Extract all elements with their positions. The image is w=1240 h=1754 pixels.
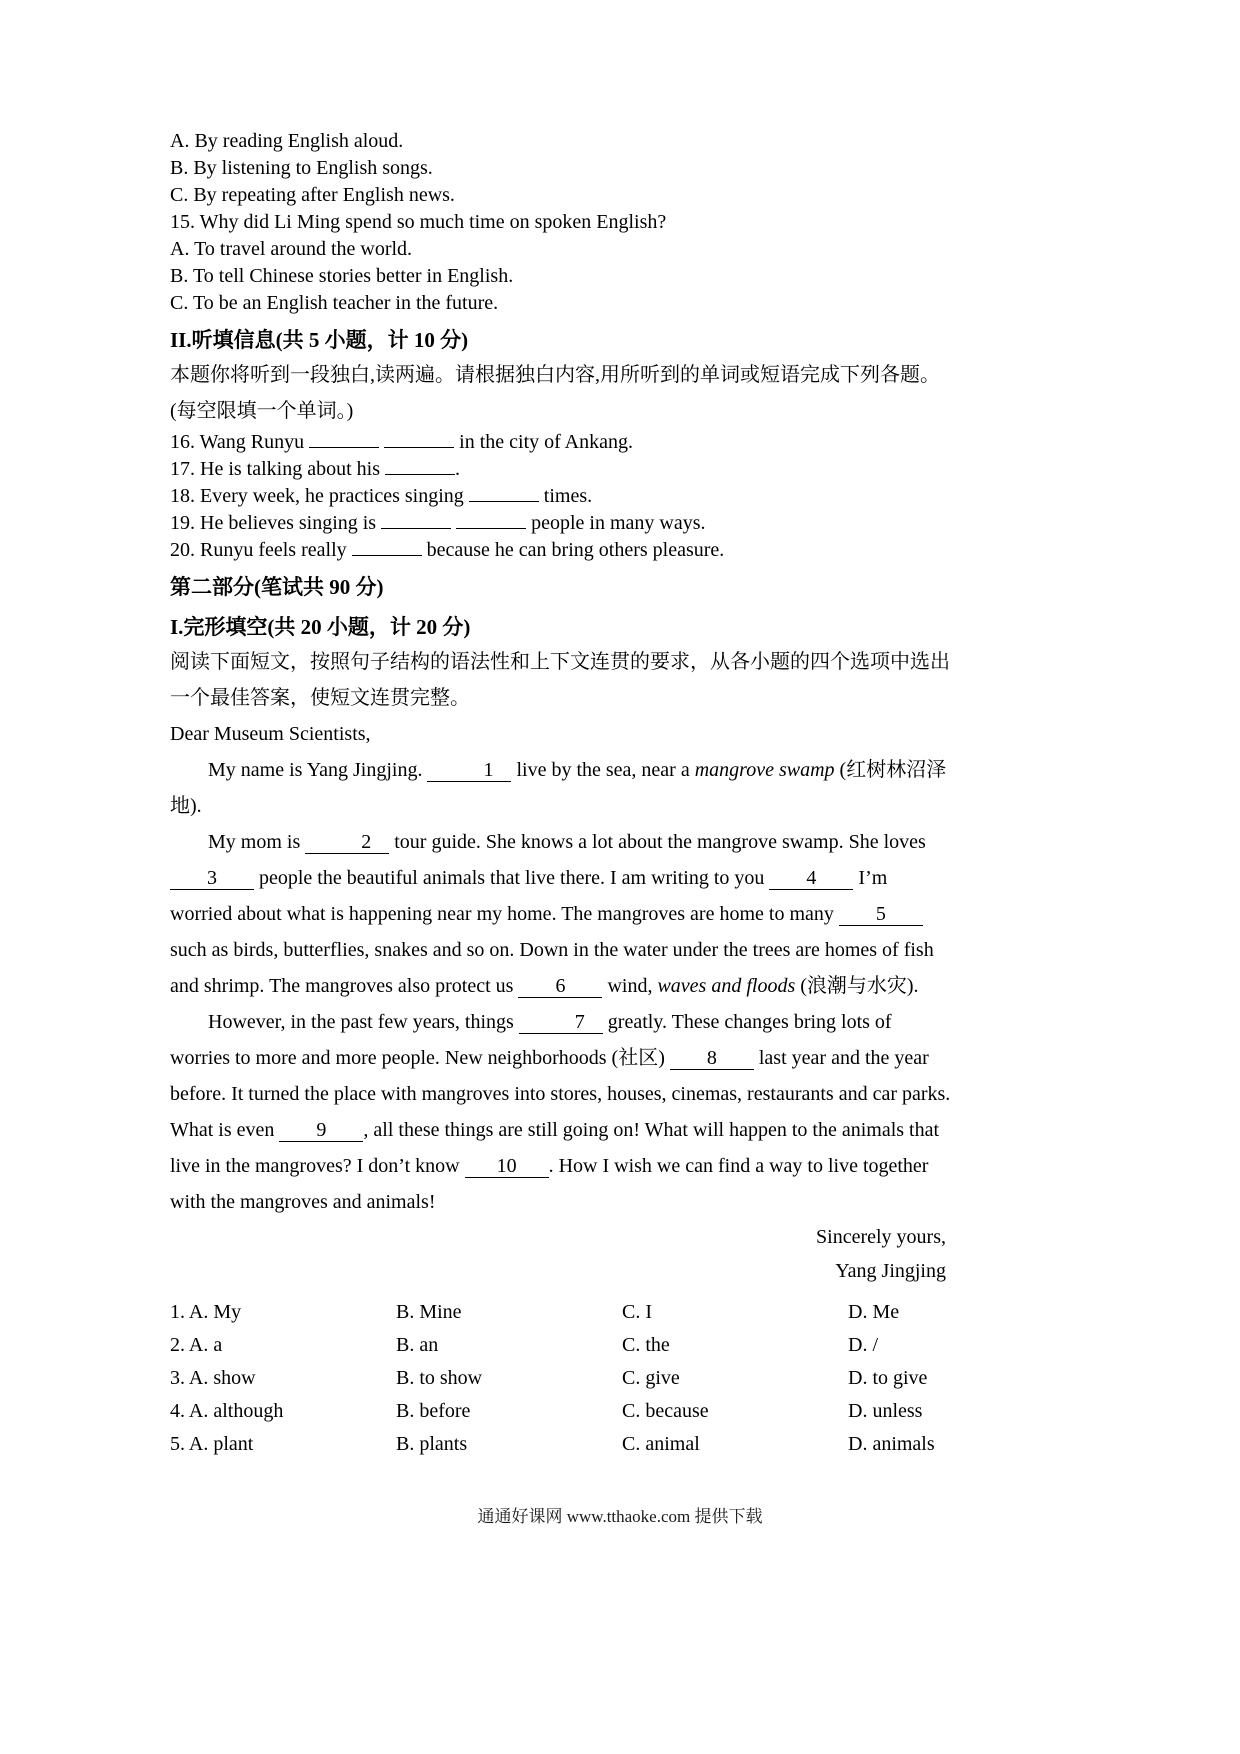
passage-line: 3 people the beautiful animals that live there. I am writing to you 4 I’m bbox=[170, 860, 1076, 896]
cloze-option-q5: C. animal bbox=[622, 1433, 700, 1455]
listening-choice-line: B. By listening to English songs. bbox=[170, 157, 433, 179]
cloze-option-q3: D. to give bbox=[848, 1367, 928, 1389]
answer-blank bbox=[309, 443, 379, 448]
cloze-blank-9: 9 bbox=[279, 1120, 363, 1142]
cloze-option-q1: 1. A. My bbox=[170, 1301, 242, 1323]
cloze-blank-4: 4 bbox=[769, 868, 853, 890]
cloze-option-q2: B. an bbox=[396, 1334, 439, 1356]
cloze-option-q5: 5. A. plant bbox=[170, 1433, 254, 1455]
passage-line: with the mangroves and animals! bbox=[170, 1191, 436, 1213]
instruction-line: 本题你将听到一段独白,读两遍。请根据独白内容,用所听到的单词或短语完成下列各题。 bbox=[170, 364, 940, 386]
cloze-blank-1: 1 bbox=[427, 760, 511, 782]
fill-question-line: 20. Runyu feels really because he can bring others pleasure. bbox=[170, 539, 725, 561]
answer-blank bbox=[352, 551, 422, 556]
cloze-blank-6: 6 bbox=[518, 976, 602, 998]
listening-choice-line: C. To be an English teacher in the future. bbox=[170, 292, 499, 314]
passage-line: and shrimp. The mangroves also protect us 6 wind, waves and floods (浪潮与水灾). bbox=[170, 975, 919, 997]
instruction-line: 一个最佳答案，使短文连贯完整。 bbox=[170, 687, 470, 709]
cloze-blank-7: 7 bbox=[519, 1012, 603, 1034]
passage-line: worried about what is happening near my home. The mangroves are home to many 5 bbox=[170, 896, 1076, 932]
cloze-heading: I.完形填空(共 20 小题，计 20 分) bbox=[170, 615, 471, 639]
cloze-option-q3: C. give bbox=[622, 1367, 680, 1389]
passage-line: before. It turned the place with mangroves into stores, houses, cinemas, restaurants and car parks. bbox=[170, 1083, 951, 1105]
cloze-blank-5: 5 bbox=[839, 904, 923, 926]
fill-question-line: 18. Every week, he practices singing times. bbox=[170, 485, 593, 507]
answer-blank bbox=[385, 470, 455, 475]
listening-choice-line: A. To travel around the world. bbox=[170, 238, 413, 260]
listening-fill-heading: II.听填信息(共 5 小题，计 10 分) bbox=[170, 328, 469, 352]
cloze-option-q5: B. plants bbox=[396, 1433, 468, 1455]
passage-line: worries to more and more people. New neighborhoods (社区) 8 last year and the year bbox=[170, 1047, 929, 1069]
answer-blank bbox=[469, 497, 539, 502]
instruction-line: (每空限填一个单词。) bbox=[170, 400, 354, 422]
fill-question-line: 17. He is talking about his . bbox=[170, 458, 460, 480]
cloze-option-q2: 2. A. a bbox=[170, 1334, 223, 1356]
cloze-option-q2: D. / bbox=[848, 1334, 878, 1356]
cloze-instructions bbox=[170, 644, 1076, 716]
listening-choice-line: B. To tell Chinese stories better in English. bbox=[170, 265, 514, 287]
cloze-option-q2: C. the bbox=[622, 1334, 670, 1356]
cloze-option-q4: 4. A. although bbox=[170, 1400, 284, 1422]
listening-choice-line: C. By repeating after English news. bbox=[170, 184, 455, 206]
cloze-blank-8: 8 bbox=[670, 1048, 754, 1070]
page-footer: 通通好课网 www.tthaoke.com 提供下载 bbox=[477, 1507, 763, 1526]
listening-choice-block bbox=[170, 128, 1076, 317]
passage-line: What is even 9 , all these things are still going on! What will happen to the animals that bbox=[170, 1119, 940, 1141]
listening-choice-line: A. By reading English aloud. bbox=[170, 130, 404, 152]
cloze-blank-2: 2 bbox=[305, 832, 389, 854]
cloze-option-q3: 3. A. show bbox=[170, 1367, 256, 1389]
cloze-option-q5: D. animals bbox=[848, 1433, 935, 1455]
listening-choice-line: 15. Why did Li Ming spend so much time on spoken English? bbox=[170, 211, 667, 233]
cloze-blank-3: 3 bbox=[170, 868, 254, 890]
closing-line: Yang Jingjing bbox=[835, 1260, 946, 1282]
page-content bbox=[170, 128, 1076, 1461]
italic-phrase: mangrove swamp bbox=[694, 759, 835, 781]
listening-fill-instructions bbox=[170, 357, 1076, 429]
answer-blank bbox=[456, 524, 526, 529]
italic-phrase: waves and floods bbox=[657, 975, 796, 997]
cloze-option-q3: B. to show bbox=[396, 1367, 483, 1389]
answer-blank bbox=[384, 443, 454, 448]
closing-line: Sincerely yours, bbox=[816, 1226, 946, 1248]
answer-blank bbox=[381, 524, 451, 529]
passage-line: 地). bbox=[170, 795, 202, 817]
part2-heading: 第二部分(笔试共 90 分) bbox=[170, 575, 384, 599]
instruction-line: 阅读下面短文，按照句子结构的语法性和上下文连贯的要求，从各小题的四个选项中选出 bbox=[170, 651, 950, 673]
passage-line: However, in the past few years, things 7 greatly. These changes bring lots of bbox=[208, 1011, 892, 1033]
cloze-option-q1: B. Mine bbox=[396, 1301, 462, 1323]
passage-line: My mom is 2 tour guide. She knows a lot about the mangrove swamp. She loves bbox=[208, 831, 926, 853]
cloze-blank-10: 10 bbox=[465, 1156, 549, 1178]
fill-question-line: 16. Wang Runyu in the city of Ankang. bbox=[170, 431, 633, 453]
passage-line: Dear Museum Scientists, bbox=[170, 723, 371, 745]
cloze-option-q4: D. unless bbox=[848, 1400, 923, 1422]
cloze-option-q4: C. because bbox=[622, 1400, 709, 1422]
cloze-option-q1: C. I bbox=[622, 1301, 652, 1323]
passage-line: My name is Yang Jingjing. 1 live by the sea, near a mangrove swamp (红树林沼泽 bbox=[208, 759, 947, 781]
cloze-options-grid bbox=[170, 1296, 1076, 1461]
passage-line: live in the mangroves? I don’t know 10 . How I wish we can find a way to live together bbox=[170, 1155, 929, 1177]
cloze-passage bbox=[170, 716, 1076, 1220]
cloze-option-q1: D. Me bbox=[848, 1301, 900, 1323]
passage-line: such as birds, butterflies, snakes and so on. Down in the water under the trees are homes of fish bbox=[170, 939, 934, 961]
fill-question-line: 19. He believes singing is people in many ways. bbox=[170, 512, 706, 534]
listening-fill-questions bbox=[170, 429, 1076, 564]
letter-closing bbox=[170, 1220, 1076, 1288]
cloze-option-q4: B. before bbox=[396, 1400, 471, 1422]
